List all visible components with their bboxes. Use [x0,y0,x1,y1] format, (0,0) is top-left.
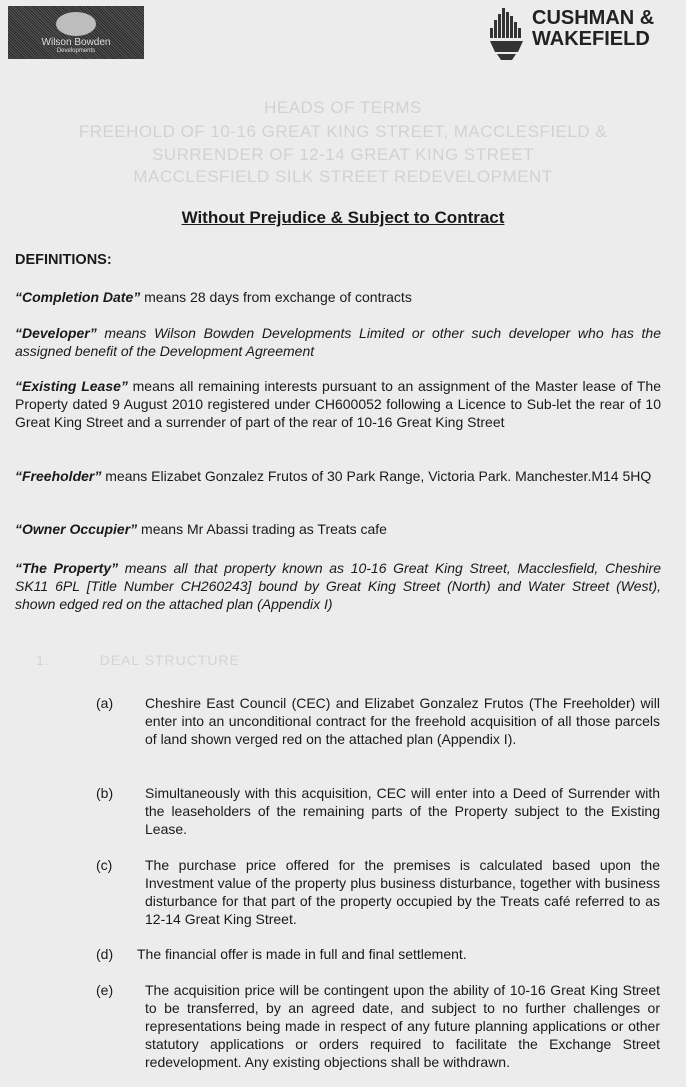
clause-label: (e) [96,982,114,998]
definition-term: “Existing Lease” [15,378,128,394]
definition-owner-occupier [15,520,661,538]
heading-line-2: FREEHOLD OF 10-16 GREAT KING STREET, MACCLESFIELD & [78,122,608,141]
clause-text: Simultaneously with this acquisition, CEC will enter into a Deed of Surrender with the leaseholders of the remaining parts of the Property subject to the Existing Lease. [145,785,660,837]
definition-body: means all remaining interests pursuant to an assignment of the Master lease of The Property dated 9 August 2010 registered under CH600052 following a Licence to Sub-let the rear of 10 Great King Street and a surrender of part of the rear of 10-16 Great King Street [15,378,661,430]
building-tower-icon [488,8,526,60]
clause-text: Cheshire East Council (CEC) and Elizabet Gonzalez Frutos (The Freeholder) will enter into an unconditional contract for the freehold acquisition of all those parcels of land shown verged red on the attached plan (Appendix I). [145,695,660,747]
definition-body: means Mr Abassi trading as Treats cafe [137,521,387,537]
clause-label: (d) [96,946,114,962]
clause-label: (b) [96,785,114,801]
clause-b [96,784,660,838]
definition-term: “Freeholder” [15,468,102,484]
clause-label: (c) [96,857,113,873]
definition-freeholder [15,467,661,485]
clause-c [96,856,660,928]
definitions-heading: DEFINITIONS: [15,252,112,268]
logo-wordmark [532,8,654,50]
document-title: Without Prejudice & Subject to Contract [181,208,505,227]
heading-line-3: SURRENDER OF 12-14 GREAT KING STREET [152,145,534,164]
clause-d [96,945,660,963]
wilson-bowden-logo [8,6,144,59]
logo-name: Wilson Bowden [41,37,111,48]
definition-body: means Wilson Bowden Developments Limited or other such developer who has the assigned benefit of the Development Agreement [15,325,661,359]
heading-line-4: MACCLESFIELD SILK STREET REDEVELOPMENT [133,167,553,186]
definition-term: “The Property” [15,560,119,576]
definition-body: means Elizabet Gonzalez Frutos of 30 Park Range, Victoria Park. Manchester.M14 5HQ [101,468,652,484]
definition-developer [15,324,661,360]
logo-line-1: CUSHMAN & [532,7,655,29]
logo-emblem-icon [56,12,96,36]
logo-subtitle: Developments [56,48,96,54]
definition-term: “Completion Date” [15,289,141,305]
heads-of-terms-heading: HEADS OF TERMS [264,98,422,117]
cushman-wakefield-logo [488,6,680,60]
clause-text: The acquisition price will be contingent upon the ability of 10-16 Great King Street to be transferred, by an agreed date, and subject to no further challenges or representations being made in respect of any future planning applications or other statutory applications or orders required to facilitate the Exchange Street redevelopment. Any existing objections shall be withdrawn. [145,982,660,1070]
logo-line-2: WAKEFIELD [532,28,650,50]
clause-text: The purchase price offered for the premises is calculated based upon the Investment value of the property plus business disturbance, together with business disturbance for that part of the property occupied by the Treats café referred to as 12-14 Great King Street. [145,857,660,927]
definition-term: “Developer” [15,325,97,341]
definition-body: means all that property known as 10-16 Great King Street, Macclesfield, Cheshire SK11 6PL [Title Number CH260243] bound by Great King Street (North) and Water Street (West), shown edged red on the attached plan (Appendix I) [15,560,661,612]
section-title: DEAL STRUCTURE [99,652,240,668]
clause-text: The financial offer is made in full and final settlement. [137,946,467,962]
definition-term: “Owner Occupier” [15,521,138,537]
section-number: 1. [36,652,50,668]
definition-completion-date [15,288,661,306]
clause-e [96,981,660,1071]
section-deal-structure [36,652,240,668]
definition-body: means 28 days from exchange of contracts [140,289,412,305]
definition-the-property [15,559,661,613]
definition-existing-lease [15,377,661,431]
clause-label: (a) [96,695,114,711]
clause-a [96,694,660,748]
